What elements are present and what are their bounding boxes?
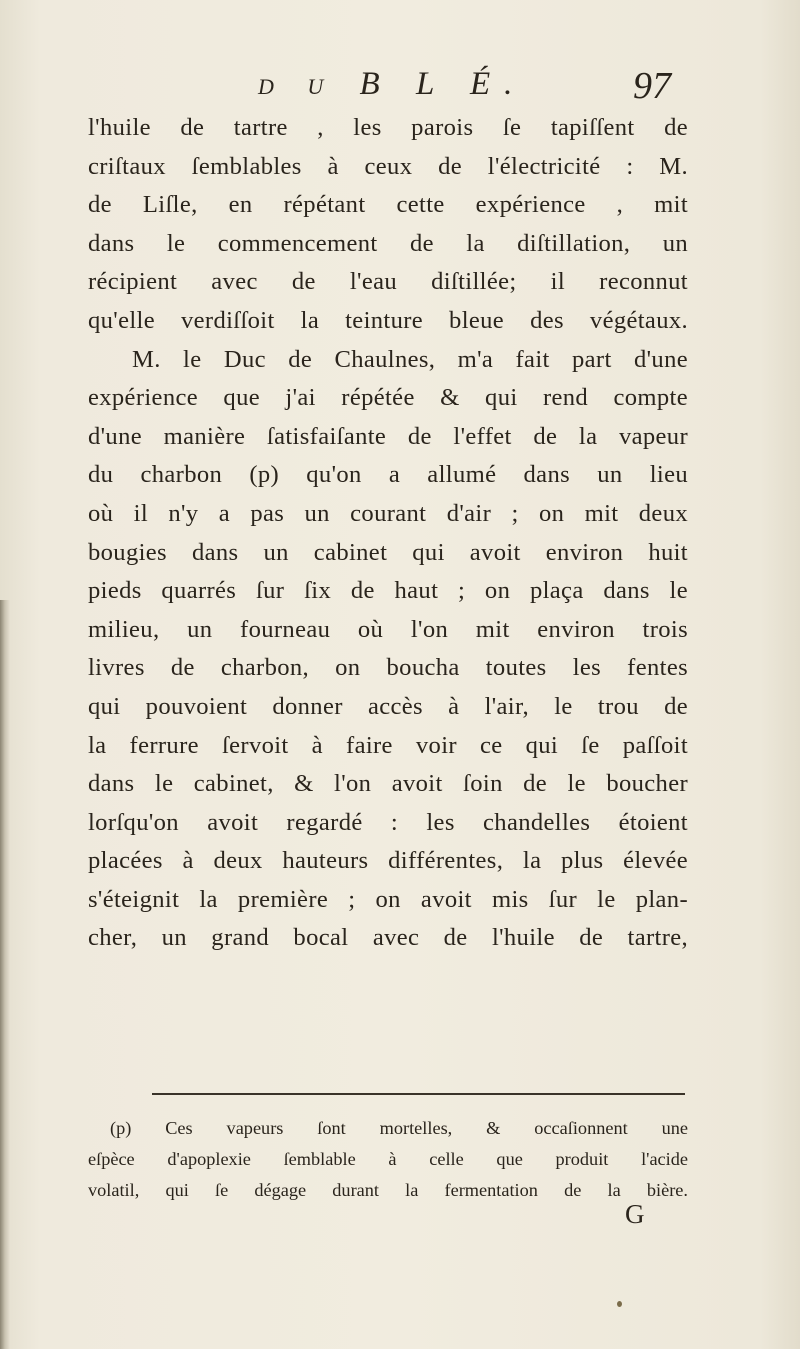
text-line: M. le Duc de Chaulnes, m'a fait part d'une bbox=[132, 345, 688, 373]
text-line: qu'elle verdiſſoit la teinture bleue des végétaux. bbox=[88, 306, 688, 334]
running-head-prefix: D U bbox=[258, 74, 338, 99]
text-line: du charbon (p) qu'on a allumé dans un lieu bbox=[88, 461, 688, 489]
text-line: lorſqu'on avoit regardé : les chandelles étoient bbox=[88, 808, 688, 836]
running-head bbox=[258, 66, 526, 103]
text-line: récipient avec de l'eau diſtillée; il reconnut bbox=[88, 268, 688, 296]
page-header bbox=[0, 62, 800, 112]
text-line: cher, un grand bocal avec de l'huile de tartre, bbox=[88, 924, 688, 952]
footnote-line: (p) Ces vapeurs ſont mortelles, & occaſionnent une bbox=[110, 1118, 688, 1138]
footnote-line: volatil, qui ſe dégage durant la fermentation de la bière. bbox=[88, 1180, 688, 1200]
text-line: s'éteignit la première ; on avoit mis ſur le plan- bbox=[88, 885, 688, 913]
text-line: bougies dans un cabinet qui avoit environ huit bbox=[88, 538, 688, 566]
text-line: dans le cabinet, & l'on avoit ſoin de le boucher bbox=[88, 770, 688, 798]
text-line: livres de charbon, on boucha toutes les fentes bbox=[88, 654, 688, 682]
text-line: expérience que j'ai répétée & qui rend compte bbox=[88, 384, 688, 412]
page-edge-shadow bbox=[0, 600, 10, 1349]
text-line: la ferrure ſervoit à faire voir ce qui ſe paſſoit bbox=[88, 731, 688, 759]
text-line: milieu, un fourneau où l'on mit environ trois bbox=[88, 615, 688, 643]
text-line: de Liſle, en répétant cette expérience , mit bbox=[88, 191, 688, 219]
text-line: pieds quarrés ſur ſix de haut ; on plaça dans le bbox=[88, 577, 688, 605]
text-line: dans le commencement de la diſtillation, un bbox=[88, 229, 688, 257]
text-line: d'une manière ſatisfaiſante de l'effet de la vapeur bbox=[88, 422, 688, 450]
text-line: qui pouvoient donner accès à l'air, le trou de bbox=[88, 692, 688, 720]
signature-mark: G bbox=[625, 1199, 645, 1229]
footnote-line: eſpèce d'apoplexie ſemblable à celle que produit l'acide bbox=[88, 1149, 688, 1169]
ink-spot bbox=[617, 1301, 622, 1307]
text-line: où il n'y a pas un courant d'air ; on mit deux bbox=[88, 499, 688, 527]
text-line: criſtaux ſemblables à ceux de l'électricité : M. bbox=[88, 152, 688, 180]
text-line: l'huile de tartre , les parois ſe tapiſſent de bbox=[88, 114, 688, 141]
main-text bbox=[88, 109, 688, 958]
footnote bbox=[88, 1113, 688, 1206]
running-head-word: B L É. bbox=[359, 66, 527, 102]
footnote-rule bbox=[152, 1093, 685, 1095]
text-line: placées à deux hauteurs différentes, la plus élevée bbox=[88, 847, 688, 875]
page-number: 97 bbox=[633, 65, 671, 107]
